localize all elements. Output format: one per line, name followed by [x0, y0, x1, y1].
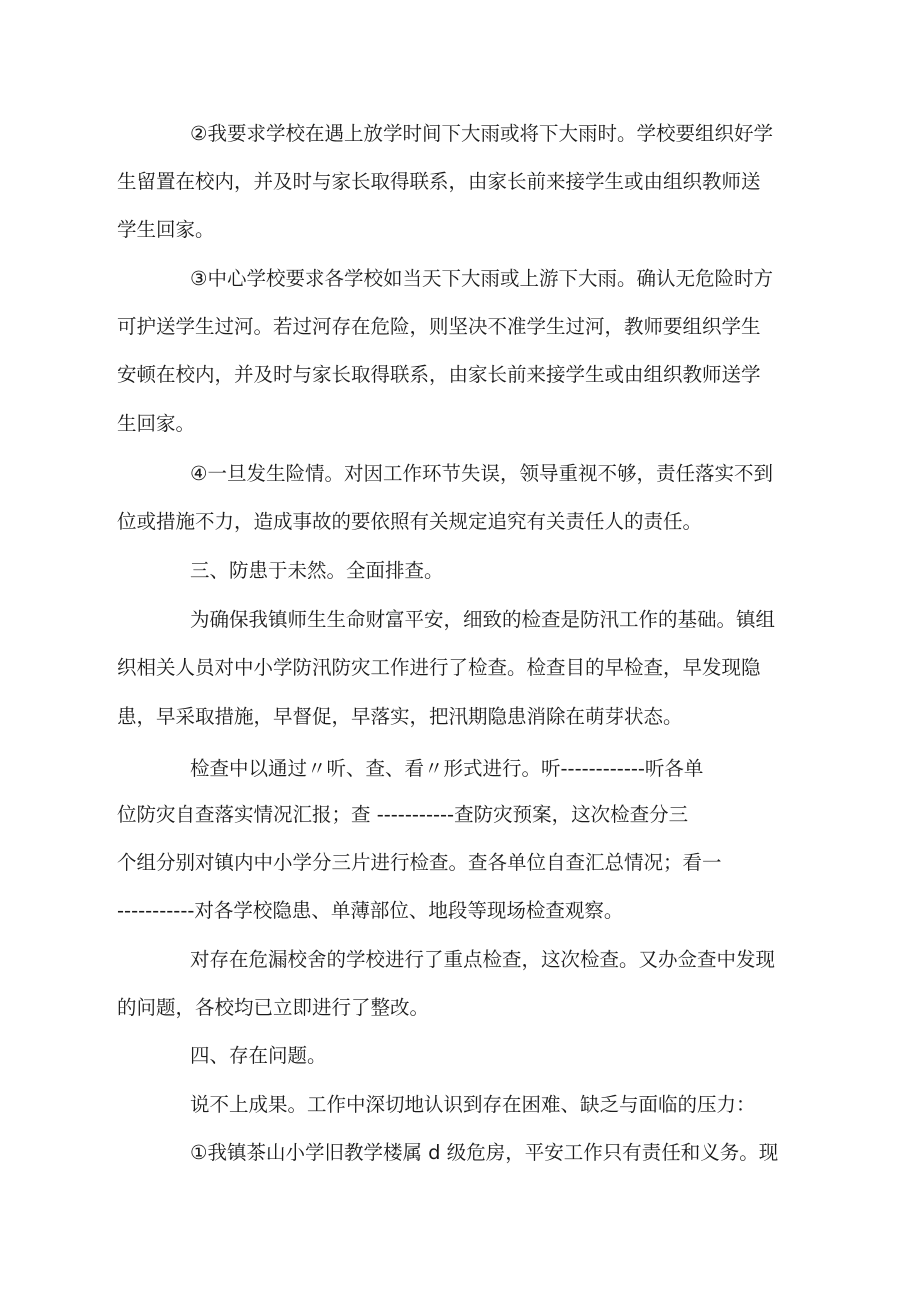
paragraph-line: 生留置在校内，并及时与家长取得联系，由家长前来接学生或由组织教师送	[117, 170, 761, 193]
paragraph-line: 织相关人员对中小学防汛防灾工作进行了检查。检查目的早检查，早发现隐	[117, 656, 761, 679]
section-heading: 三、防患于未然。全面排查。	[190, 559, 444, 582]
paragraph-line: ④一旦发生险情。对因工作环节失误，领导重视不够，责任落实不到	[190, 462, 773, 485]
paragraph-line: ③中心学校要求各学校如当天下大雨或上游下大雨。确认无危险时方	[190, 267, 773, 290]
paragraph-line: ①我镇茶山小学旧教学楼属 d 级危房，平安工作只有责任和义务。现	[190, 1141, 779, 1164]
paragraph-line: 患，早采取措施，早督促，早落实，把汛期隐患消除在萌芽状态。	[117, 705, 683, 728]
paragraph-line: ②我要求学校在遇上放学时间下大雨或将下大雨时。学校要组织好学	[190, 122, 773, 145]
paragraph-line: 安顿在校内，并及时与家长取得联系，由家长前来接学生或由组织教师送学	[117, 363, 761, 386]
paragraph-line: 的问题，各校均已立即进行了整改。	[117, 996, 430, 1019]
paragraph-line: 学生回家。	[117, 218, 215, 241]
section-heading: 四、存在问题。	[190, 1044, 327, 1067]
paragraph-line: 为确保我镇师生生命财富平安，细致的检查是防汛工作的基础。镇组	[190, 608, 776, 631]
paragraph-line: 生回家。	[117, 412, 196, 435]
paragraph-line: 位防灾自查落实情况汇报；查 -----------查防灾预案，这次检查分三	[117, 803, 689, 826]
paragraph-line: 位或措施不力，造成事故的要依照有关规定追究有关责任人的责任。	[117, 510, 703, 533]
paragraph-line: 说不上成果。工作中深切地认识到存在困难、缺乏与面临的压力：	[190, 1093, 756, 1116]
paragraph-line: 可护送学生过河。若过河存在危险，则坚决不准学生过河，教师要组织学生	[117, 315, 761, 338]
paragraph-line: 个组分别对镇内中小学分三片进行检查。查各单位自查汇总情况；看一	[117, 851, 722, 874]
paragraph-line: 对存在危漏校舍的学校进行了重点检查，这次检查。又办佥查中发现	[190, 948, 776, 971]
paragraph-line: -----------对各学校隐患、单薄部位、地段等现场检查观察。	[117, 899, 624, 922]
paragraph-line: 检查中以通过〃听、查、看〃形式进行。听------------听各单	[190, 757, 704, 780]
